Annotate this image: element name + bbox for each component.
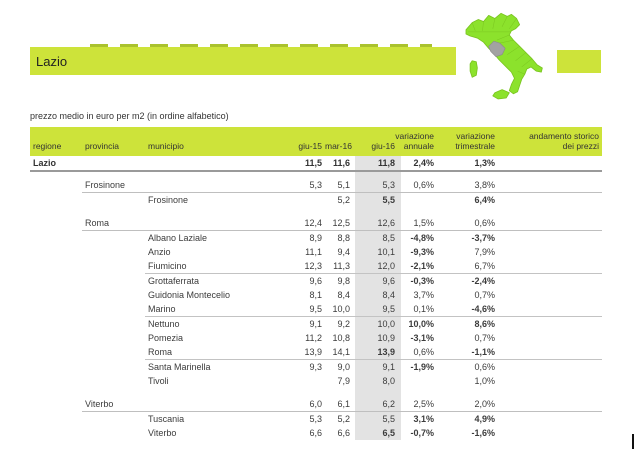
cell-municipio: Grottaferrata <box>148 276 200 286</box>
region-title: Lazio <box>36 54 68 69</box>
cell-municipio: Roma <box>145 345 275 360</box>
cell-storico <box>500 171 602 178</box>
cell-vt: 4,9% <box>474 414 495 424</box>
cell-va <box>401 207 447 216</box>
cell-provincia <box>82 245 145 259</box>
col-header-giu-16: giu-16 <box>355 127 401 156</box>
cell-storico <box>500 426 602 440</box>
cell-vt: 0,7% <box>474 290 495 300</box>
cell-giu15 <box>275 388 325 397</box>
cell-giu16: 8,4 <box>355 288 401 302</box>
cell-vt: 0,7% <box>474 333 495 343</box>
cell-giu15: 11,5 <box>275 156 325 171</box>
cell-giu16: 8,0 <box>355 374 401 388</box>
cell-storico <box>500 245 602 259</box>
cell-storico <box>500 193 602 208</box>
municipio-row <box>30 288 602 302</box>
cell-giu15: 9,6 <box>309 276 322 286</box>
cell-municipio: Tuscania <box>148 414 185 424</box>
cell-vt <box>447 388 500 397</box>
municipio-row <box>30 345 602 360</box>
cell-va <box>401 171 447 178</box>
map-sardinia <box>470 61 477 78</box>
cell-vt <box>447 171 500 178</box>
cell-giu15: 11,2 <box>305 333 322 343</box>
cell-mar16 <box>325 388 355 397</box>
cell-municipio <box>145 388 275 397</box>
cell-mar16: 10,0 <box>325 302 355 317</box>
cell-regione <box>30 345 82 360</box>
cell-provincia <box>82 302 145 317</box>
cell-regione <box>30 216 82 231</box>
cell-vt: -4,6% <box>447 302 500 317</box>
cell-giu15: 12,4 <box>275 216 325 231</box>
municipio-row <box>30 426 602 440</box>
cell-storico <box>500 216 602 231</box>
spacer-row <box>30 207 602 216</box>
cell-vt: 1,3% <box>447 156 500 171</box>
cell-provincia <box>82 207 145 216</box>
cell-mar16 <box>325 171 355 178</box>
cell-municipio <box>145 216 275 231</box>
municipio-row <box>30 245 602 259</box>
cell-municipio <box>145 171 275 178</box>
cell-municipio: Santa Marinella <box>148 362 211 372</box>
cell-regione <box>30 317 82 332</box>
cell-giu16 <box>355 207 401 216</box>
col-header-provincia: provincia <box>82 127 145 156</box>
spacer-row <box>30 388 602 397</box>
cell-municipio: Marino <box>145 302 275 317</box>
provincia-row <box>30 216 602 231</box>
cell-regione <box>30 302 82 317</box>
cell-giu16 <box>355 388 401 397</box>
cell-vt: -1,6% <box>471 428 495 438</box>
cell-regione <box>30 426 82 440</box>
cell-municipio: Tivoli <box>148 376 169 386</box>
cell-mar16: 5,2 <box>337 414 350 424</box>
cell-vt: 0,6% <box>447 216 500 231</box>
col-header-andamento-storico-dei-prezzi: andamento storico dei prezzi <box>500 127 602 156</box>
cell-storico <box>500 274 602 289</box>
cell-mar16: 10,8 <box>332 333 350 343</box>
cell-provincia <box>82 345 145 360</box>
cell-va: -9,3% <box>410 247 434 257</box>
col-header-variazione-annuale: variazione annuale <box>401 127 447 156</box>
cell-mar16: 5,1 <box>325 178 355 193</box>
cell-giu15: 11,1 <box>305 247 322 257</box>
municipio-row <box>30 412 602 427</box>
cell-giu16: 6,5 <box>355 426 401 440</box>
cell-provincia <box>82 171 145 178</box>
cell-giu15: 9,3 <box>309 362 322 372</box>
cell-vt: 8,6% <box>474 319 495 329</box>
cell-giu16 <box>355 171 401 178</box>
cell-municipio: Pomezia <box>148 333 184 343</box>
cell-va: -4,8% <box>410 233 434 243</box>
cell-storico <box>500 207 602 216</box>
cell-storico <box>500 288 602 302</box>
cell-storico <box>500 360 602 375</box>
municipio-row <box>30 374 602 388</box>
cell-provincia <box>82 193 145 208</box>
cell-giu16: 5,3 <box>355 178 401 193</box>
cell-municipio <box>145 156 275 171</box>
cell-va <box>401 388 447 397</box>
cell-va <box>401 374 447 388</box>
cell-giu16: 11,8 <box>355 156 401 171</box>
cell-provincia <box>82 274 145 289</box>
cell-va: 0,6% <box>401 178 447 193</box>
cell-vt: 7,9% <box>474 247 495 257</box>
cell-regione <box>30 207 82 216</box>
cell-giu16: 9,6 <box>355 274 401 289</box>
cell-provincia <box>82 426 145 440</box>
cell-giu15 <box>275 374 325 388</box>
cell-storico <box>500 412 602 427</box>
cell-provincia <box>82 331 145 345</box>
cell-municipio: Viterbo <box>148 428 177 438</box>
cell-vt: -1,1% <box>447 345 500 360</box>
cell-regione <box>30 259 82 274</box>
cell-provincia: Frosinone <box>82 178 145 193</box>
cell-giu15: 12,3 <box>275 259 325 274</box>
cell-municipio <box>145 207 275 216</box>
cell-giu16: 9,1 <box>355 360 401 375</box>
cell-municipio: Guidonia Montecelio <box>148 290 231 300</box>
municipio-row <box>30 317 602 332</box>
cell-giu15 <box>275 171 325 178</box>
cell-mar16: 5,2 <box>337 195 350 205</box>
cell-mar16: 7,9 <box>337 376 350 386</box>
cell-mar16: 6,6 <box>337 428 350 438</box>
cell-municipio: Fiumicino <box>145 259 275 274</box>
cell-storico <box>500 231 602 246</box>
cell-vt: -2,4% <box>471 276 495 286</box>
cell-provincia <box>82 156 145 171</box>
map-sicily <box>493 90 510 99</box>
cell-provincia <box>82 412 145 427</box>
cell-mar16: 8,4 <box>337 290 350 300</box>
cell-vt: 3,8% <box>447 178 500 193</box>
cell-storico <box>500 302 602 317</box>
cell-va: 0,1% <box>401 302 447 317</box>
cell-giu15: 8,9 <box>309 233 322 243</box>
cell-mar16: 12,5 <box>325 216 355 231</box>
cell-regione <box>30 274 82 289</box>
cell-giu16: 12,6 <box>355 216 401 231</box>
cell-giu16: 5,5 <box>355 193 401 208</box>
cell-giu16: 10,0 <box>355 317 401 332</box>
cell-giu15: 6,0 <box>275 397 325 412</box>
cell-regione <box>30 245 82 259</box>
cell-regione <box>30 397 82 412</box>
decoration-green-rect <box>557 50 601 73</box>
cell-vt: 2,0% <box>447 397 500 412</box>
cell-regione <box>30 178 82 193</box>
cell-giu16: 6,2 <box>355 397 401 412</box>
cell-provincia <box>82 317 145 332</box>
municipio-row <box>30 259 602 274</box>
provincia-row <box>30 178 602 193</box>
cell-giu15: 13,9 <box>275 345 325 360</box>
cell-giu15 <box>275 207 325 216</box>
region-row <box>30 156 602 171</box>
cell-vt: 1,0% <box>474 376 495 386</box>
cell-giu16: 8,5 <box>355 231 401 246</box>
cell-giu16: 10,1 <box>355 245 401 259</box>
col-header-variazione-trimestrale: variazione trimestrale <box>447 127 500 156</box>
cell-provincia <box>82 259 145 274</box>
cell-municipio: Frosinone <box>148 195 189 205</box>
cell-municipio <box>145 397 275 412</box>
cell-giu15 <box>275 193 325 208</box>
map-italy-mainland <box>466 13 542 93</box>
cell-va: 10,0% <box>408 319 434 329</box>
cell-mar16: 14,1 <box>325 345 355 360</box>
cell-provincia: Viterbo <box>82 397 145 412</box>
cell-giu15: 9,1 <box>309 319 322 329</box>
cell-storico <box>500 388 602 397</box>
cell-va: 3,1% <box>413 414 434 424</box>
cell-mar16 <box>325 207 355 216</box>
cell-mar16: 9,0 <box>337 362 350 372</box>
spacer-row <box>30 171 602 178</box>
cell-va: -0,7% <box>410 428 434 438</box>
cell-mar16: 8,8 <box>337 233 350 243</box>
cell-va: 3,7% <box>413 290 434 300</box>
cell-vt: -3,7% <box>471 233 495 243</box>
cell-provincia <box>82 388 145 397</box>
cell-municipio: Nettuno <box>148 319 180 329</box>
cell-vt: 0,6% <box>474 362 495 372</box>
cell-municipio <box>145 178 275 193</box>
cell-mar16: 6,1 <box>325 397 355 412</box>
provincia-row <box>30 397 602 412</box>
col-header-mar-16: mar-16 <box>325 127 355 156</box>
cell-municipio: Albano Laziale <box>148 233 208 243</box>
cell-provincia: Roma <box>82 216 145 231</box>
cell-giu15: 9,5 <box>275 302 325 317</box>
cell-regione <box>30 193 82 208</box>
cell-mar16: 9,8 <box>337 276 350 286</box>
cell-regione <box>30 171 82 178</box>
cell-giu15: 6,6 <box>309 428 322 438</box>
col-header-municipio: municipio <box>145 127 275 156</box>
cell-va: 2,4% <box>401 156 447 171</box>
cell-provincia <box>82 231 145 246</box>
cell-vt: 6,4% <box>474 195 495 205</box>
cell-mar16: 11,6 <box>325 156 355 171</box>
cell-va: 1,5% <box>401 216 447 231</box>
cell-mar16: 11,3 <box>325 259 355 274</box>
cell-municipio: Anzio <box>148 247 171 257</box>
municipio-row <box>30 274 602 289</box>
cell-regione <box>30 231 82 246</box>
cell-giu15: 5,3 <box>275 178 325 193</box>
cell-giu15: 8,1 <box>309 290 322 300</box>
cell-va: -3,1% <box>410 333 434 343</box>
cell-va: 0,6% <box>401 345 447 360</box>
price-table-header <box>30 127 602 156</box>
cell-regione <box>30 412 82 427</box>
cell-storico <box>500 317 602 332</box>
cell-regione <box>30 388 82 397</box>
cell-provincia <box>82 374 145 388</box>
italy-map <box>451 3 547 101</box>
cell-regione <box>30 374 82 388</box>
cell-giu16: 10,9 <box>355 331 401 345</box>
header-row <box>30 127 602 156</box>
cell-giu16: 12,0 <box>355 259 401 274</box>
cell-provincia <box>82 360 145 375</box>
col-header-regione: regione <box>30 127 82 156</box>
cell-regione <box>30 360 82 375</box>
cell-giu16: 9,5 <box>355 302 401 317</box>
cell-storico <box>500 178 602 193</box>
cell-giu15: 5,3 <box>309 414 322 424</box>
price-table-body <box>30 156 602 440</box>
scrollbar-fragment <box>632 434 634 449</box>
municipio-row <box>30 231 602 246</box>
cell-storico <box>500 345 602 360</box>
cell-giu16: 5,5 <box>355 412 401 427</box>
cell-mar16: 9,2 <box>337 319 350 329</box>
cell-va: -1,9% <box>410 362 434 372</box>
cell-storico <box>500 259 602 274</box>
cell-storico <box>500 156 602 171</box>
municipio-row <box>30 331 602 345</box>
cell-mar16: 9,4 <box>337 247 350 257</box>
cell-va <box>401 193 447 208</box>
cell-provincia <box>82 288 145 302</box>
cell-giu16: 13,9 <box>355 345 401 360</box>
price-table <box>30 127 602 440</box>
cell-regione <box>30 331 82 345</box>
cell-regione: Lazio <box>30 156 82 171</box>
col-header-giu-15: giu-15 <box>275 127 325 156</box>
table-caption: prezzo medio in euro per m2 (in ordine alfabetico) <box>30 111 229 121</box>
cell-storico <box>500 397 602 412</box>
cell-vt: 6,7% <box>447 259 500 274</box>
cell-vt <box>447 207 500 216</box>
cell-storico <box>500 331 602 345</box>
municipio-row <box>30 193 602 208</box>
cell-va: -2,1% <box>401 259 447 274</box>
cell-storico <box>500 374 602 388</box>
cell-va: -0,3% <box>410 276 434 286</box>
cell-va: 2,5% <box>401 397 447 412</box>
municipio-row <box>30 302 602 317</box>
cell-regione <box>30 288 82 302</box>
region-banner <box>30 47 456 75</box>
municipio-row <box>30 360 602 375</box>
